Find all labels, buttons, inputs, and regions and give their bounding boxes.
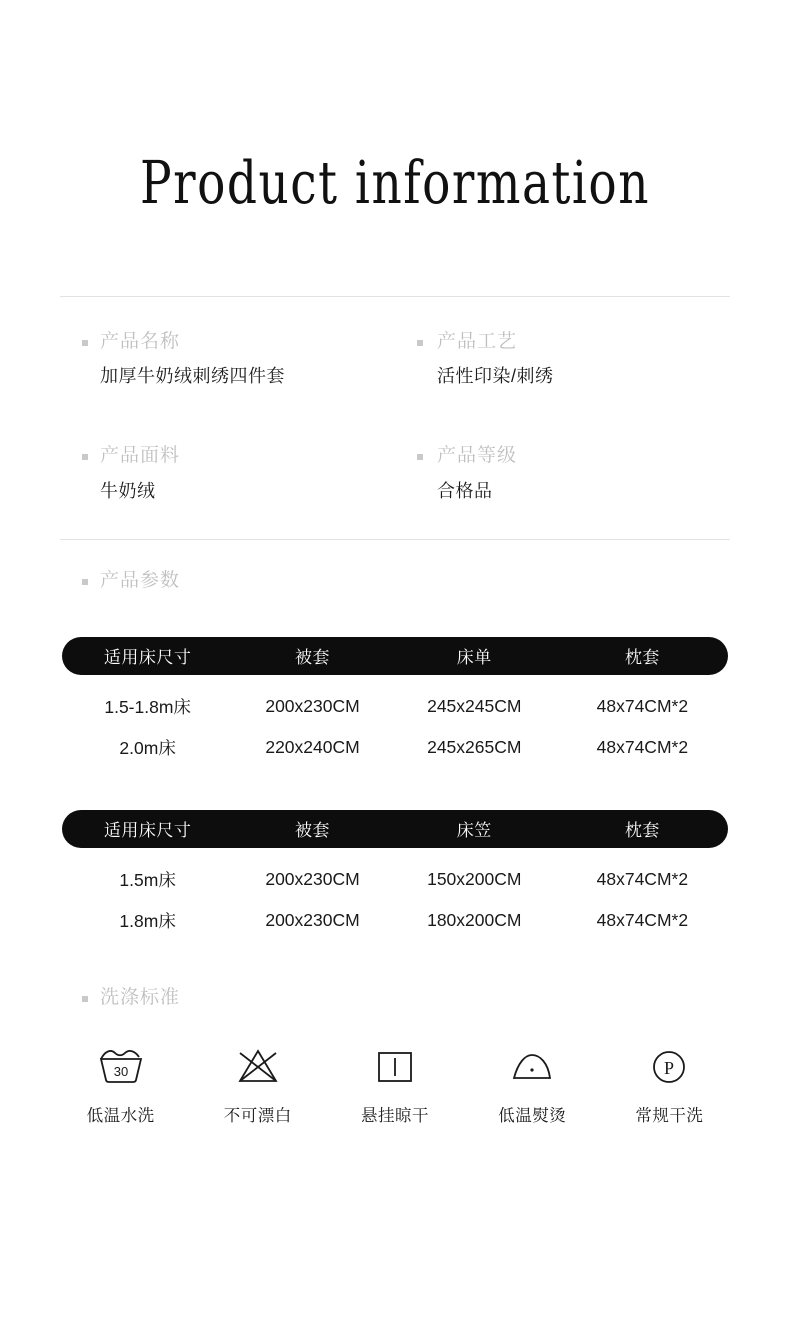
wash-care-item-label: 低温熨烫: [498, 1106, 567, 1125]
bullet-icon: [417, 454, 423, 460]
table-header-row: [62, 637, 728, 675]
info-label: 产品面料: [100, 444, 181, 466]
info-item-product-name: [60, 331, 395, 389]
table-cell: 48x74CM*2: [596, 868, 689, 889]
wash-care-item-low-iron: [464, 1040, 601, 1126]
table-header-cell: 适用床尺寸: [103, 821, 192, 841]
table-header-cell: 被套: [295, 648, 331, 668]
info-value: 合格品: [437, 480, 493, 501]
table-cell: 200x230CM: [265, 868, 360, 889]
product-params-heading: [60, 570, 730, 593]
info-value: 活性印染/刺绣: [437, 366, 554, 387]
table-header-cell: 枕套: [624, 648, 660, 668]
dry-clean-p-icon: [601, 1040, 738, 1092]
page-title-wrapper: [0, 0, 790, 218]
table-cell: 245x245CM: [427, 695, 522, 716]
low-iron-icon: [464, 1040, 601, 1092]
page-title: Product information: [140, 149, 650, 218]
info-item-product-grade: [395, 445, 730, 503]
table-cell: 48x74CM*2: [596, 909, 689, 930]
size-table-quilt-flat-sheet: [62, 637, 728, 768]
wash-care-item-label: 悬挂晾干: [360, 1106, 429, 1125]
wash-care-item-hang-dry: [326, 1040, 463, 1126]
table-row: [62, 686, 728, 727]
wash-care-item-no-bleach: [189, 1040, 326, 1126]
bullet-icon: [82, 454, 88, 460]
table-cell: 2.0m床: [119, 737, 176, 758]
wash-care-item-label: 常规干洗: [635, 1106, 704, 1125]
wash-tub-30-icon: [52, 1040, 189, 1092]
table-row: [62, 727, 728, 768]
table-header-cell: 床笠: [456, 821, 492, 841]
wash-care-label: 洗涤标准: [100, 986, 181, 1008]
section-divider: [60, 539, 730, 540]
table-cell: 1.8m床: [119, 910, 176, 931]
product-info-grid: [60, 331, 730, 503]
info-label: 产品工艺: [437, 330, 518, 352]
table-cell: 180x200CM: [427, 909, 522, 930]
no-bleach-icon: [189, 1040, 326, 1092]
info-value: 加厚牛奶绒刺绣四件套: [100, 366, 285, 387]
table-header-cell: 被套: [295, 821, 331, 841]
wash-care-icons-row: [52, 1040, 738, 1126]
bullet-icon: [82, 579, 88, 585]
table-cell: 1.5-1.8m床: [104, 696, 191, 717]
svg-text:30: 30: [113, 1063, 128, 1079]
table-header-cell: 适用床尺寸: [103, 648, 192, 668]
hang-dry-icon: [326, 1040, 463, 1092]
bullet-icon: [82, 340, 88, 346]
table-row: [62, 859, 728, 900]
svg-text:P: P: [664, 1057, 675, 1078]
table-cell: 200x230CM: [265, 695, 360, 716]
table-cell: 245x265CM: [427, 736, 522, 757]
params-label: 产品参数: [100, 570, 181, 592]
table-cell: 150x200CM: [427, 868, 522, 889]
bullet-icon: [82, 996, 88, 1002]
wash-care-heading: [60, 987, 730, 1010]
info-value: 牛奶绒: [100, 480, 156, 501]
table-header-cell: 枕套: [624, 821, 660, 841]
wash-care-item-dry-clean: [601, 1040, 738, 1126]
table-cell: 1.5m床: [119, 869, 176, 890]
size-table-quilt-fitted-sheet: [62, 810, 728, 941]
product-info-section: [60, 296, 730, 503]
wash-care-item-label: 低温水洗: [86, 1106, 155, 1125]
table-header-row: [62, 810, 728, 848]
table-cell: 48x74CM*2: [596, 695, 689, 716]
table-header-cell: 床单: [456, 648, 492, 668]
info-item-product-fabric: [60, 445, 395, 503]
table-cell: 220x240CM: [265, 736, 360, 757]
wash-care-item-low-temp-wash: [52, 1040, 189, 1126]
wash-care-item-label: 不可漂白: [223, 1106, 292, 1125]
info-item-product-craft: [395, 331, 730, 389]
info-label: 产品等级: [437, 444, 518, 466]
bullet-icon: [417, 340, 423, 346]
table-cell: 200x230CM: [265, 909, 360, 930]
table-row: [62, 900, 728, 941]
info-label: 产品名称: [100, 330, 181, 352]
table-cell: 48x74CM*2: [596, 736, 689, 757]
